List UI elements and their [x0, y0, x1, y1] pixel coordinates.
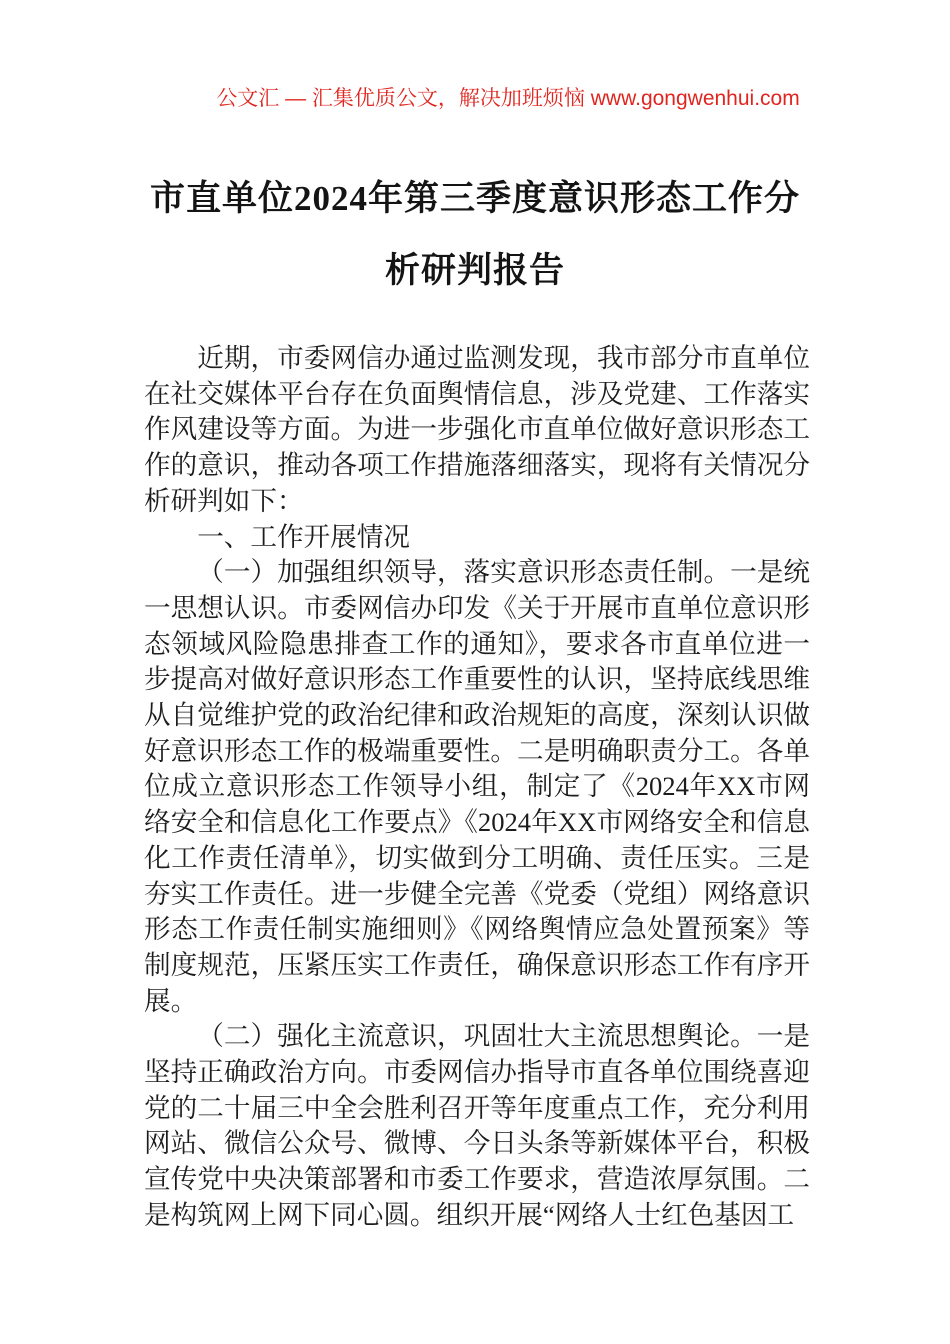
paragraph-section-1-2: （二）强化主流意识，巩固壮大主流思想舆论。一是坚持正确政治方向。市委网信办指导市直各单位围绕喜迎党的二十届三中全会胜利召开等年度重点工作，充分利用网站、微信公众号、微博、今日头条等新媒体平台，积极宣传党中央决策部署和市委工作要求，营造浓厚氛围。二是构筑网上网下同心圆。组织开展“网络人士红色基因工 [144, 1021, 810, 1230]
section-heading-1: 一、工作开展情况 [197, 521, 410, 552]
watermark-banner [33, 83, 950, 115]
paragraph-intro: 近期，市委网信办通过监测发现，我市部分市直单位在社交媒体平台存在负面舆情信息，涉及党建、工作落实作风建设等方面。为进一步强化市直单位做好意识形态工作的意识，推动各项工作措施落细落实，现将有关情况分析研判如下： [144, 343, 810, 516]
document-title [140, 163, 810, 307]
document-title-line-2: 析研判报告 [384, 251, 565, 290]
paragraph-section-1-1: （一）加强组织领导，落实意识形态责任制。一是统一思想认识。市委网信办印发《关于开展市直单位意识形态领域风险隐患排查工作的通知》，要求各市直单位进一步提高对做好意识形态工作重要性的认识，坚持底线思维从自觉维护党的政治纪律和政治规矩的高度，深刻认识做好意识形态工作的极端重要性。二是明确职责分工。各单位成立意识形态工作领导小组，制定了《2024年XX市网络安全和信息化工作要点》《2024年XX市网络安全和信息化工作责任清单》，切实做到分工明确、责任压实。三是夯实工作责任。进一步健全完善《党委（党组）网络意识形态工作责任制实施细则》《网络舆情应急处置预案》等制度规范，压紧压实工作责任，确保意识形态工作有序开展。 [144, 557, 810, 1016]
document-title-line-1: 市直单位2024年第三季度意识形态工作分 [149, 179, 800, 218]
watermark-text: 公文汇 — 汇集优质公文，解决加班烦恼 www.gongwenhui.com [216, 87, 800, 110]
document-body [144, 341, 810, 1234]
